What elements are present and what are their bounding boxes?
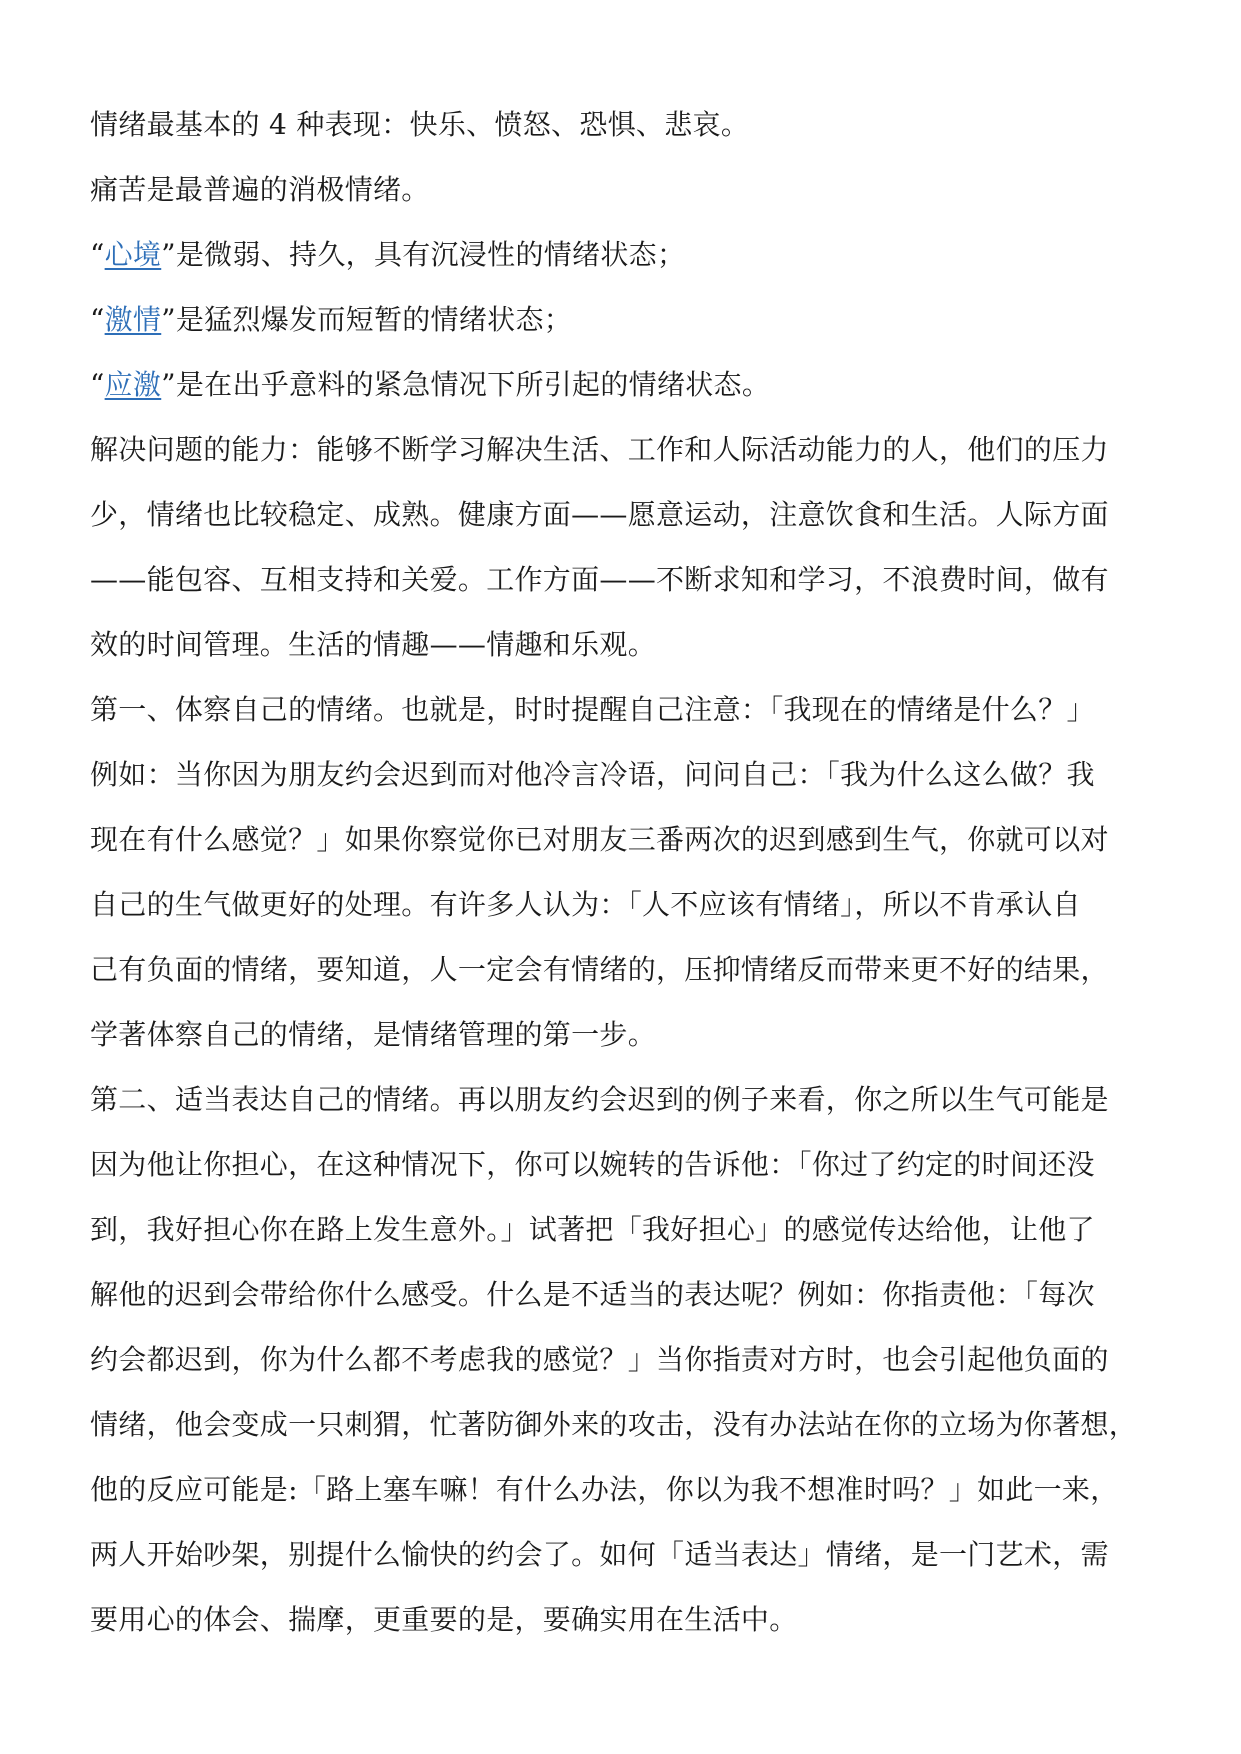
intro-line-1: 情绪最基本的 4 种表现：快乐、愤怒、恐惧、悲哀。 [90, 108, 750, 141]
ability-line: ——能包容、互相支持和关爱。工作方面——不断求知和学习，不浪费时间，做有 [90, 563, 1109, 596]
state-line-jiqing [90, 287, 1155, 352]
state-line-yingji [90, 352, 1155, 417]
term-link-xinjing[interactable]: 心境 [104, 238, 162, 271]
first-paragraph-line: 学著体察自己的情绪，是情绪管理的第一步。 [90, 1018, 657, 1051]
ability-line: 解决问题的能力：能够不断学习解决生活、工作和人际活动能力的人，他们的压力 [90, 433, 1109, 466]
second-paragraph-line: 情绪，他会变成一只刺猬，忙著防御外来的攻击，没有办法站在你的立场为你著想， [90, 1408, 1138, 1441]
quote-open: “ [90, 238, 105, 271]
state-line-xinjing [90, 222, 1155, 287]
state-text: ”是在出乎意料的紧急情况下所引起的情绪状态。 [161, 368, 771, 401]
first-paragraph-line: 现在有什么感觉？」如果你察觉你已对朋友三番两次的迟到感到生气，你就可以对 [90, 823, 1109, 856]
ability-line: 少，情绪也比较稳定、成熟。健康方面——愿意运动，注意饮食和生活。人际方面 [90, 498, 1109, 531]
intro-line-2: 痛苦是最普遍的消极情绪。 [90, 173, 430, 206]
quote-open: “ [90, 368, 105, 401]
second-paragraph-line: 两人开始吵架，别提什么愉快的约会了。如何「适当表达」情绪，是一门艺术，需 [90, 1538, 1109, 1571]
second-paragraph-line: 约会都迟到，你为什么都不考虑我的感觉？」当你指责对方时，也会引起他负面的 [90, 1343, 1109, 1376]
term-link-jiqing[interactable]: 激情 [104, 303, 162, 336]
second-paragraph-line: 到，我好担心你在路上发生意外。」试著把「我好担心」的感觉传达给他，让他了 [90, 1213, 1095, 1246]
second-paragraph-line: 他的反应可能是:「路上塞车嘛！有什么办法，你以为我不想准时吗？」如此一来， [90, 1473, 1119, 1506]
first-paragraph-line: 己有负面的情绪，要知道，人一定会有情绪的，压抑情绪反而带来更不好的结果， [90, 953, 1109, 986]
document-body [90, 92, 1155, 1652]
term-link-yingji[interactable]: 应激 [104, 368, 162, 401]
first-paragraph-line: 自己的生气做更好的处理。有许多人认为：「人不应该有情绪」，所以不肯承认自 [90, 888, 1081, 921]
state-text: ”是猛烈爆发而短暂的情绪状态； [161, 303, 573, 336]
second-paragraph-line: 要用心的体会、揣摩，更重要的是，要确实用在生活中。 [90, 1603, 798, 1636]
second-paragraph-line: 因为他让你担心，在这种情况下，你可以婉转的告诉他：「你过了约定的时间还没 [90, 1148, 1095, 1181]
first-paragraph-line: 例如：当你因为朋友约会迟到而对他冷言冷语，问问自己：「我为什么这么做？我 [90, 758, 1095, 791]
second-paragraph-line: 解他的迟到会带给你什么感受。什么是不适当的表达呢？例如：你指责他：「每次 [90, 1278, 1095, 1311]
state-text: ”是微弱、持久，具有沉浸性的情绪状态； [161, 238, 686, 271]
first-paragraph-line: 第一、体察自己的情绪。也就是，时时提醒自己注意：「我现在的情绪是什么？」 [90, 693, 1095, 726]
ability-line: 效的时间管理。生活的情趣——情趣和乐观。 [90, 628, 657, 661]
quote-open: “ [90, 303, 105, 336]
second-paragraph-line: 第二、适当表达自己的情绪。再以朋友约会迟到的例子来看，你之所以生气可能是 [90, 1083, 1109, 1116]
